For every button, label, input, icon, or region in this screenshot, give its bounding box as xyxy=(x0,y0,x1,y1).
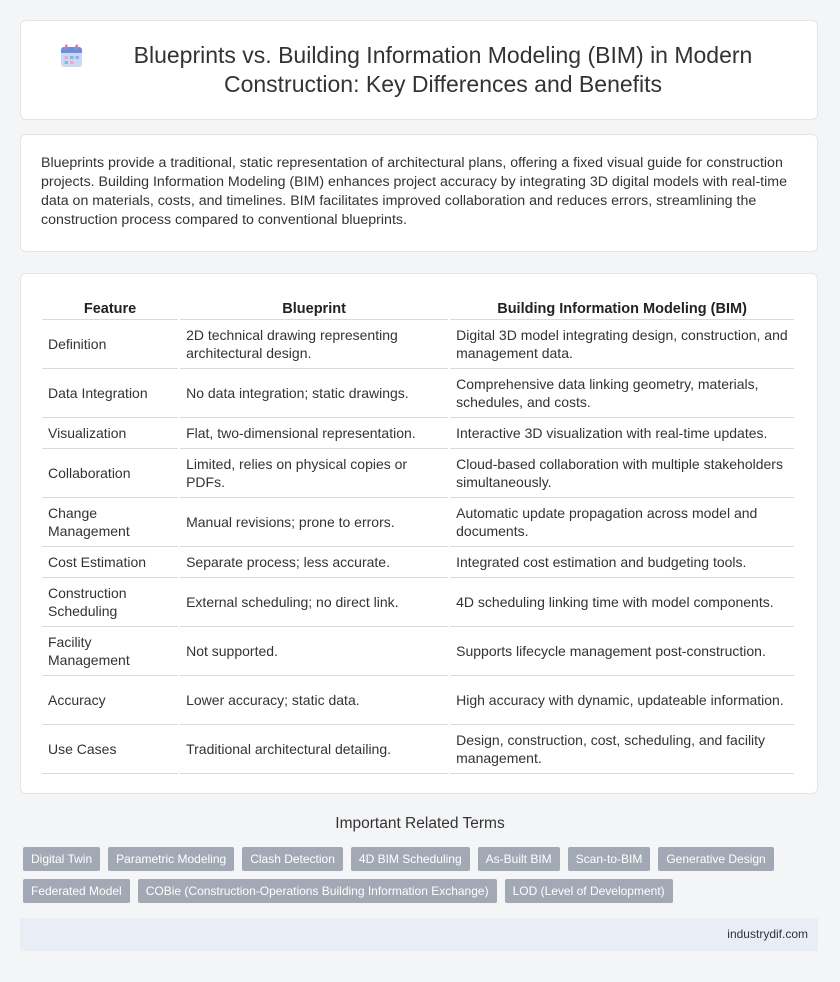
related-tag[interactable]: 4D BIM Scheduling xyxy=(351,847,470,871)
cell-feature: Accuracy xyxy=(42,676,178,725)
related-tag[interactable]: COBie (Construction-Operations Building Information Exchange) xyxy=(138,879,497,903)
cell-blueprint: Traditional architectural detailing. xyxy=(180,725,448,774)
title-card xyxy=(20,20,818,120)
cell-bim: Cloud-based collaboration with multiple stakeholders simultaneously. xyxy=(450,449,794,498)
cell-bim: Interactive 3D visualization with real-time updates. xyxy=(450,418,794,449)
cell-bim: Comprehensive data linking geometry, materials, schedules, and costs. xyxy=(450,369,794,418)
header-feature: Feature xyxy=(42,298,178,320)
page-title: Blueprints vs. Building Information Modeling (BIM) in Modern Construction: Key Differences and Benefits xyxy=(133,42,753,97)
cell-feature: Visualization xyxy=(42,418,178,449)
title-wrap xyxy=(59,41,779,99)
table-row xyxy=(42,449,794,498)
related-tag[interactable]: Scan-to-BIM xyxy=(568,847,651,871)
related-tag[interactable]: Digital Twin xyxy=(23,847,100,871)
cell-blueprint: No data integration; static drawings. xyxy=(180,369,448,418)
related-terms-tags xyxy=(23,847,803,903)
table-row xyxy=(42,627,794,676)
header-blueprint: Blueprint xyxy=(180,298,448,320)
calendar-icon xyxy=(59,43,85,69)
table-row xyxy=(42,418,794,449)
cell-feature: Construction Scheduling xyxy=(42,578,178,627)
cell-feature: Definition xyxy=(42,320,178,369)
cell-blueprint: Lower accuracy; static data. xyxy=(180,676,448,725)
intro-card xyxy=(20,134,818,252)
cell-blueprint: Separate process; less accurate. xyxy=(180,547,448,578)
cell-bim: Digital 3D model integrating design, construction, and management data. xyxy=(450,320,794,369)
footer-site-link[interactable]: industrydif.com xyxy=(727,927,808,941)
cell-bim: Design, construction, cost, scheduling, and facility management. xyxy=(450,725,794,774)
cell-feature: Use Cases xyxy=(42,725,178,774)
intro-paragraph: Blueprints provide a traditional, static representation of architectural plans, offering a fixed visual guide for construction projects. Building Information Modeling (BIM) enhances project accuracy by integrating 3D digital models with real-time data on materials, costs, and timelines. BIM facilitates improved collaboration and reduces errors, streamlining the construction process compared to conventional blueprints. xyxy=(41,155,787,228)
footer xyxy=(20,918,818,951)
cell-feature: Cost Estimation xyxy=(42,547,178,578)
table-row xyxy=(42,498,794,547)
cell-blueprint: Flat, two-dimensional representation. xyxy=(180,418,448,449)
table-row xyxy=(42,369,794,418)
related-tag[interactable]: Parametric Modeling xyxy=(108,847,234,871)
cell-blueprint: Not supported. xyxy=(180,627,448,676)
table-row xyxy=(42,725,794,774)
related-terms-title: Important Related Terms xyxy=(335,815,505,832)
table-row xyxy=(42,676,794,725)
cell-feature: Change Management xyxy=(42,498,178,547)
cell-blueprint: Manual revisions; prone to errors. xyxy=(180,498,448,547)
cell-bim: High accuracy with dynamic, updateable information. xyxy=(450,676,794,725)
cell-bim: Integrated cost estimation and budgeting tools. xyxy=(450,547,794,578)
cell-blueprint: Limited, relies on physical copies or PDFs. xyxy=(180,449,448,498)
cell-feature: Facility Management xyxy=(42,627,178,676)
cell-feature: Collaboration xyxy=(42,449,178,498)
related-tag[interactable]: Generative Design xyxy=(658,847,773,871)
cell-blueprint: 2D technical drawing representing architectural design. xyxy=(180,320,448,369)
related-tag[interactable]: As-Built BIM xyxy=(478,847,560,871)
cell-bim: Supports lifecycle management post-construction. xyxy=(450,627,794,676)
cell-feature: Data Integration xyxy=(42,369,178,418)
related-tag[interactable]: Federated Model xyxy=(23,879,130,903)
cell-bim: Automatic update propagation across model and documents. xyxy=(450,498,794,547)
table-row xyxy=(42,578,794,627)
table-header-row xyxy=(42,298,794,320)
comparison-table xyxy=(40,298,796,774)
cell-bim: 4D scheduling linking time with model components. xyxy=(450,578,794,627)
table-row xyxy=(42,320,794,369)
header-bim: Building Information Modeling (BIM) xyxy=(450,298,794,320)
cell-blueprint: External scheduling; no direct link. xyxy=(180,578,448,627)
related-tag[interactable]: Clash Detection xyxy=(242,847,343,871)
table-row xyxy=(42,547,794,578)
related-tag[interactable]: LOD (Level of Development) xyxy=(505,879,673,903)
comparison-card xyxy=(20,273,818,794)
